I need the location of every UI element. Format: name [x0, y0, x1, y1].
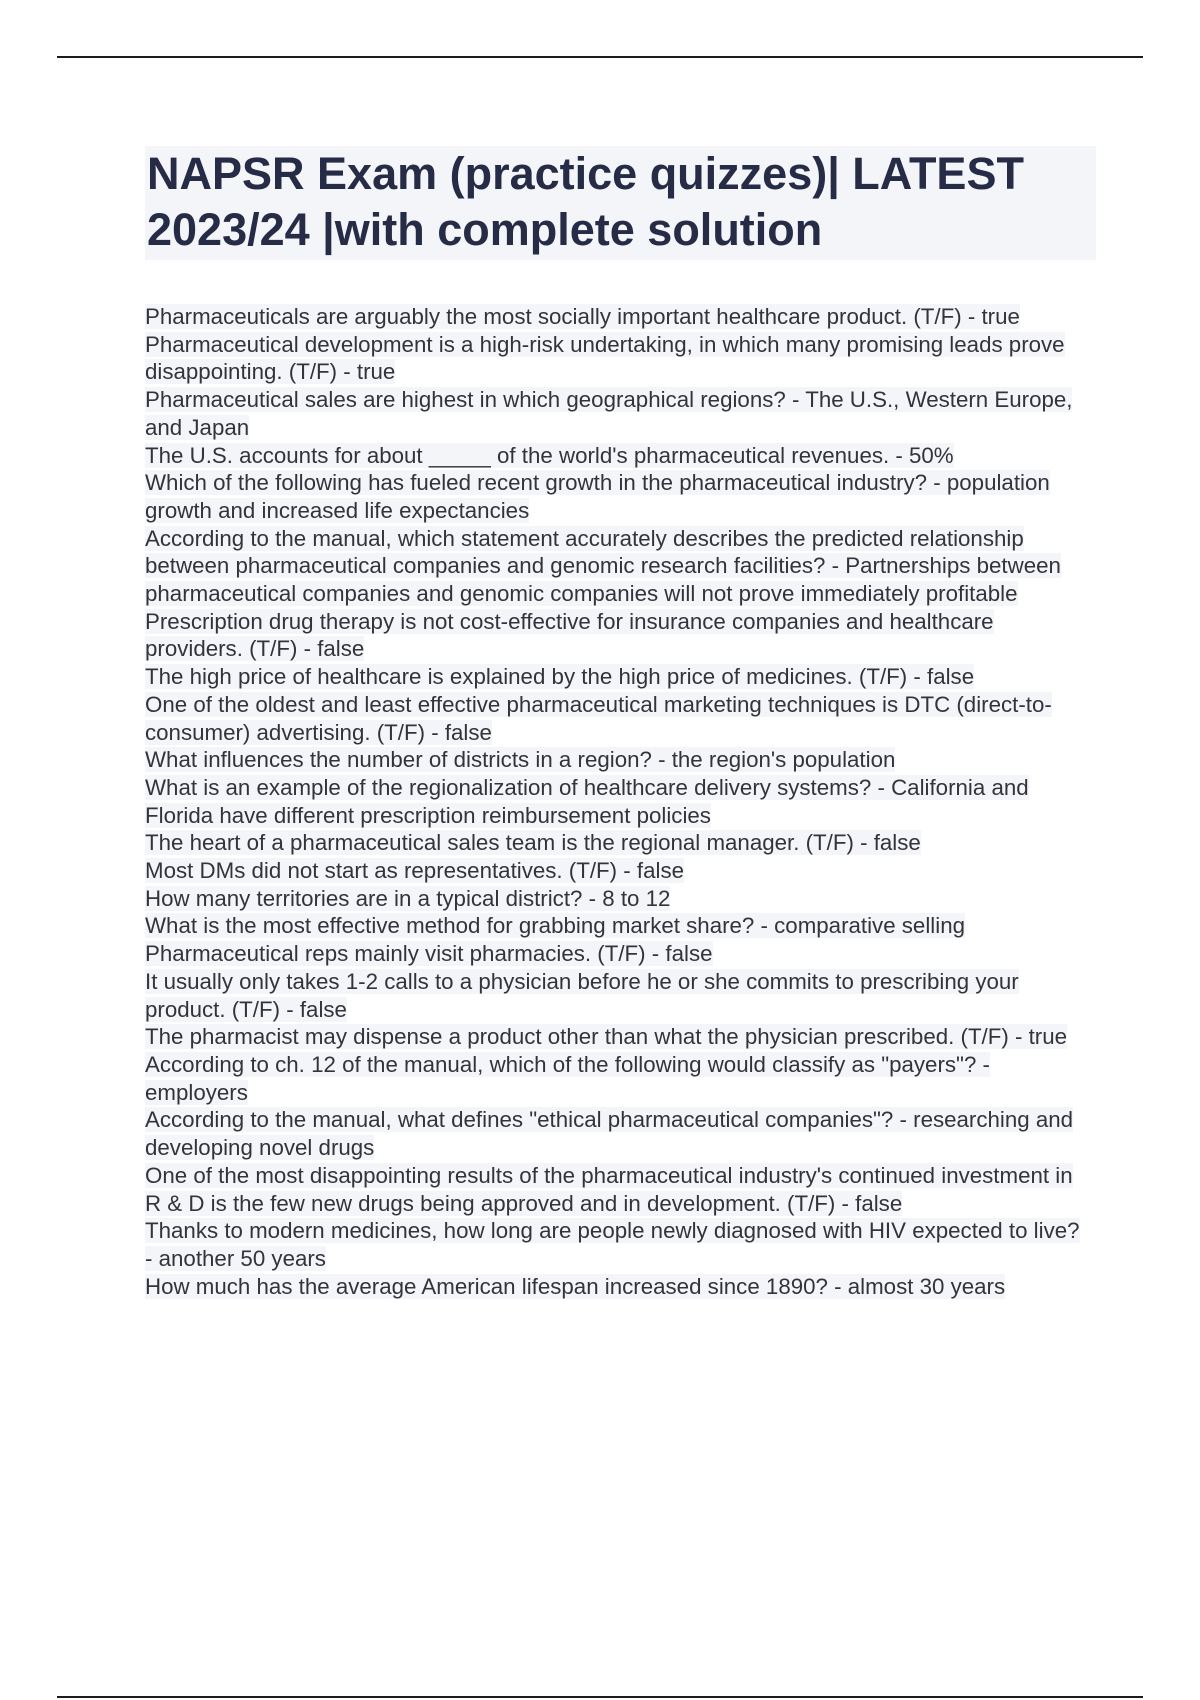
list-item: [145, 968, 1090, 1023]
question-answer-text: The high price of healthcare is explained by the high price of medicines. (T/F) - false: [145, 664, 975, 690]
list-item: [145, 331, 1090, 386]
question-answer-text: The pharmacist may dispense a product other than what the physician prescribed. (T/F) - true: [145, 1024, 1068, 1050]
title-block: [145, 146, 1096, 260]
list-item: [145, 303, 1090, 331]
question-answer-text: One of the oldest and least effective pharmaceutical marketing techniques is DTC (direct-to-consumer) advertising. (T/F) - false: [145, 691, 1052, 745]
question-answer-text: Pharmaceutical sales are highest in which geographical regions? - The U.S., Western Europe, and Japan: [145, 387, 1073, 440]
list-item: [145, 1051, 1090, 1106]
question-answer-text: How many territories are in a typical district? - 8 to 12: [145, 885, 671, 911]
question-answer-text: Prescription drug therapy is not cost-effective for insurance companies and healthcare providers. (T/F) - false: [145, 608, 994, 662]
question-answer-text: What is the most effective method for grabbing market share? - comparative selling: [145, 913, 965, 939]
list-item: [145, 442, 1090, 470]
list-item: [145, 1106, 1090, 1161]
list-item: [145, 469, 1090, 524]
question-answer-text: Which of the following has fueled recent growth in the pharmaceutical industry? - population growth and increased life expectancies: [145, 470, 1050, 523]
list-item: [145, 1162, 1090, 1217]
list-item: [145, 608, 1090, 663]
question-answer-text: Pharmaceuticals are arguably the most socially important healthcare product. (T/F) - true: [145, 304, 1020, 329]
question-answer-text: What influences the number of districts in a region? - the region's population: [145, 747, 896, 773]
list-item: [145, 746, 1090, 774]
list-item: [145, 940, 1090, 968]
question-answer-text: How much has the average American lifespan increased since 1890? - almost 30 years: [145, 1273, 1006, 1299]
bottom-rule: [57, 1696, 1143, 1698]
question-answer-text: According to the manual, which statement accurately describes the predicted relationship between pharmaceutical companies and genomic research facilities? - Partnerships between pharmaceutical companies and genomic companies will not prove immediately profitable: [145, 525, 1061, 607]
question-answer-text: It usually only takes 1-2 calls to a physician before he or she commits to prescribing your product. (T/F) - false: [145, 968, 1019, 1022]
list-item: [145, 1023, 1090, 1051]
question-answer-text: Pharmaceutical development is a high-risk undertaking, in which many promising leads prove disappointing. (T/F) - true: [145, 331, 1065, 385]
question-answer-text: According to the manual, what defines "ethical pharmaceutical companies"? - researching and developing novel drugs: [145, 1107, 1074, 1161]
list-item: [145, 1273, 1090, 1301]
list-item: [145, 829, 1090, 857]
top-rule: [57, 56, 1143, 58]
list-item: [145, 663, 1090, 691]
question-answer-text: The heart of a pharmaceutical sales team is the regional manager. (T/F) - false: [145, 830, 921, 856]
question-answer-text: Thanks to modern medicines, how long are people newly diagnosed with HIV expected to live? - another 50 years: [145, 1218, 1080, 1271]
question-answer-text: Pharmaceutical reps mainly visit pharmacies. (T/F) - false: [145, 941, 713, 967]
list-item: [145, 691, 1090, 746]
list-item: [145, 912, 1090, 940]
list-item: [145, 857, 1090, 885]
list-item: [145, 774, 1090, 829]
question-answer-text: According to ch. 12 of the manual, which of the following would classify as "payers"? - employers: [145, 1051, 990, 1105]
list-item: [145, 885, 1090, 913]
question-answer-text: The U.S. accounts for about _____ of the world's pharmaceutical revenues. - 50%: [145, 442, 954, 468]
question-answer-text: What is an example of the regionalization of healthcare delivery systems? - California and Florida have different prescription reimbursement policies: [145, 774, 1029, 828]
list-item: [145, 1217, 1090, 1272]
question-answer-text: One of the most disappointing results of the pharmaceutical industry's continued investment in R & D is the few new drugs being approved and in development. (T/F) - false: [145, 1162, 1073, 1216]
question-answer-list: [145, 303, 1090, 1300]
list-item: [145, 525, 1090, 608]
document-title: NAPSR Exam (practice quizzes)| LATEST 2023/24 |with complete solution: [147, 148, 1024, 255]
question-answer-text: Most DMs did not start as representatives. (T/F) - false: [145, 858, 685, 884]
list-item: [145, 386, 1090, 441]
